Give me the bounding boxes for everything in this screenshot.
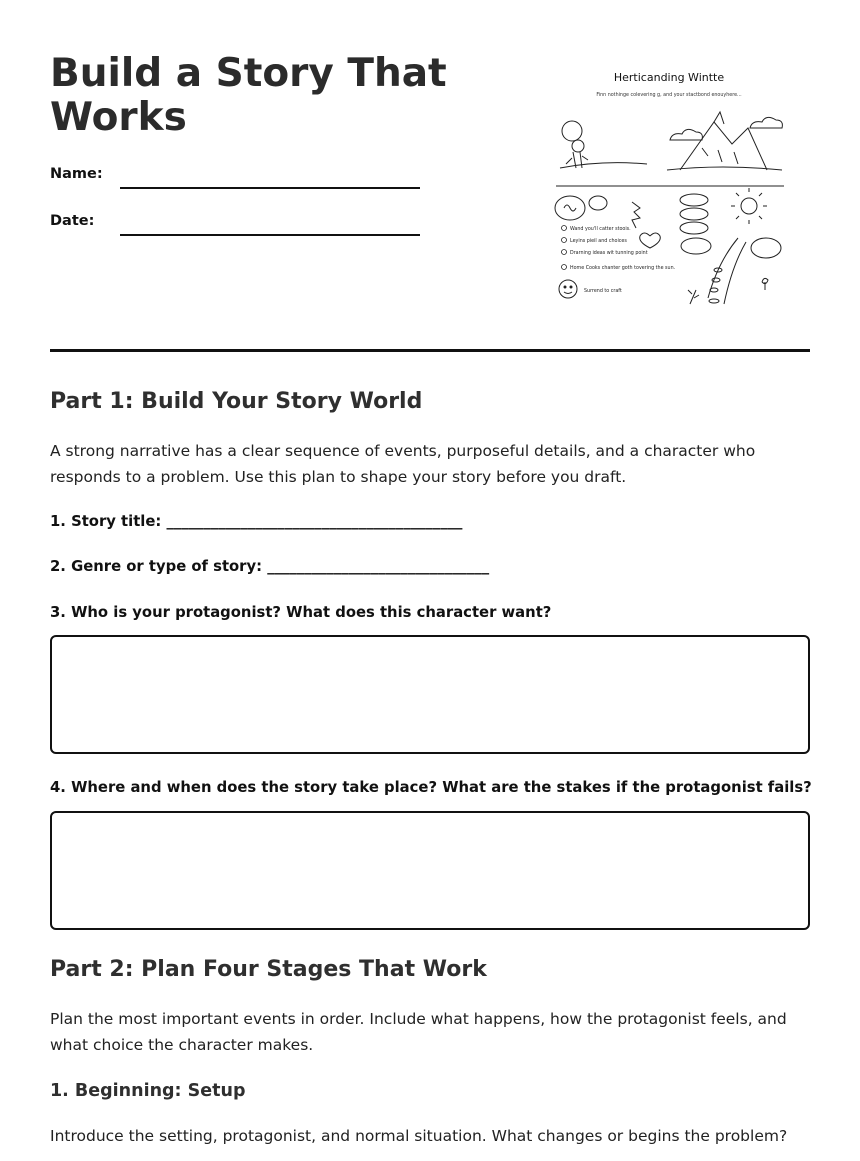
sun-icon bbox=[731, 188, 767, 224]
header-divider bbox=[50, 349, 810, 352]
protagonist-answer-box[interactable] bbox=[50, 635, 810, 754]
mountain-icon bbox=[667, 112, 782, 170]
setting-answer-box[interactable] bbox=[50, 811, 810, 930]
illustration-footer-note: Surrend to craft bbox=[584, 289, 622, 294]
checklist-item-2: Leyins pieil and choices bbox=[570, 239, 627, 244]
illustration-subtitle: Finn nothinge colevering g, and your stactbond enouyhere... bbox=[596, 93, 742, 98]
checklist-item-1: Wand you'll catter stoois. bbox=[570, 227, 631, 232]
story-title-prompt[interactable]: 1. Story title: ________________________________________ bbox=[50, 513, 463, 530]
title-line-1: Build a Story That bbox=[50, 51, 447, 96]
genre-prompt[interactable]: 2. Genre or type of story: ______________________________ bbox=[50, 558, 490, 575]
protagonist-question: 3. Who is your protagonist? What does this character want? bbox=[50, 604, 552, 621]
checklist-item-3: Drarning ideas wit tunning point bbox=[570, 251, 648, 256]
name-label: Name: bbox=[50, 166, 103, 182]
setting-question: 4. Where and when does the story take place? What are the stakes if the protagonist fails? bbox=[50, 779, 812, 796]
story-illustration bbox=[552, 60, 790, 312]
part2-heading: Part 2: Plan Four Stages That Work bbox=[50, 957, 487, 982]
worksheet-title bbox=[50, 52, 450, 140]
speech-bubble-icon bbox=[555, 196, 640, 228]
path-icon bbox=[688, 238, 768, 304]
thought-bubbles bbox=[680, 194, 711, 254]
child-with-bubble-icon bbox=[560, 121, 647, 168]
date-label: Date: bbox=[50, 213, 95, 229]
part1-heading: Part 1: Build Your Story World bbox=[50, 389, 423, 414]
checklist-item-4: Home Cooks chanter goth tovering the sun. bbox=[570, 266, 676, 271]
part2-intro: Plan the most important events in order. Include what happens, how the protagonist feels, and what choice the character makes. bbox=[50, 1010, 787, 1054]
stage1-prompt: Introduce the setting, protagonist, and normal situation. What changes or begins the problem? bbox=[50, 1127, 788, 1145]
title-line-2: Works bbox=[50, 95, 187, 140]
part1-intro: A strong narrative has a clear sequence of events, purposeful details, and a character who responds to a problem. Use this plan to shape your story before you draft. bbox=[50, 442, 756, 486]
date-field[interactable] bbox=[120, 234, 420, 236]
stage1-heading: 1. Beginning: Setup bbox=[50, 1081, 246, 1101]
heart-icon bbox=[640, 233, 661, 248]
smiley-icon bbox=[559, 280, 577, 298]
illustration-title: Herticanding Wintte bbox=[613, 71, 725, 84]
name-field[interactable] bbox=[120, 187, 420, 189]
